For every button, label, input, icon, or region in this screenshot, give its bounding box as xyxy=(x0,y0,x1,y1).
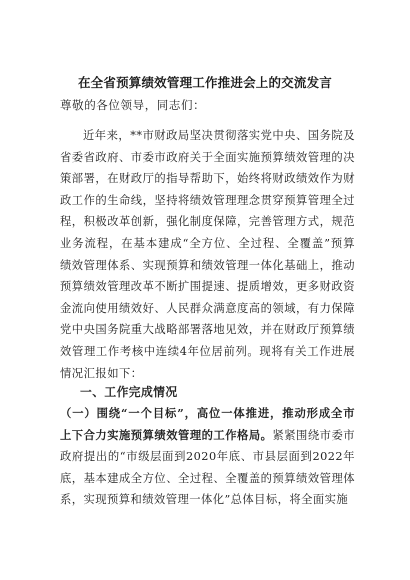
greeting: 尊敬的各位领导，同志们： xyxy=(60,98,206,112)
subsection-paragraph xyxy=(60,403,355,511)
section-heading: 一、工作完成情况 xyxy=(80,385,178,399)
document-title: 在全省预算绩效管理工作推进会上的交流发言 xyxy=(77,75,332,90)
subsection-text: 紧紧围绕市委市政府提出的“市级层面到2020年底、市县层面到2022年底，基本建成全方位、全过程、全覆盖的预算绩效管理体系，实现预算和绩效管理一体化”总体目标，将全面实施 xyxy=(60,428,355,507)
intro-paragraph xyxy=(60,125,355,384)
subsection-heading: （一）围绕“一个目标”，高位一体推进，推动形成全市上下合力实施预算绩效管理的工作格局。 xyxy=(60,406,355,442)
intro-paragraph-text: 近年来，**市财政局坚决贯彻落实党中央、国务院及省委省政府、市委市政府关于全面实施预算绩效管理的决策部署，在财政厅的指导帮助下，始终将财政绩效作为财政工作的生命线，坚持将绩效管理理念贯穿预算管理全过程，积极改革创新，强化制度保障，完善管理方式，规范业务流程，在基本建成“全方位、全过程、全覆盖”预算绩效管理体系、实现预算和绩效管理一体化基础上，推动预算绩效管理改革不断扩围提速、提质增效，更多财政资金流向使用绩效好、人民群众满意度高的领域，有力保障党中央国务院重大战略部署落地见效，并在财政厅预算绩效管理工作考核中连续4年位居前列。现将有关工作进展情况汇报如下： xyxy=(60,129,355,380)
